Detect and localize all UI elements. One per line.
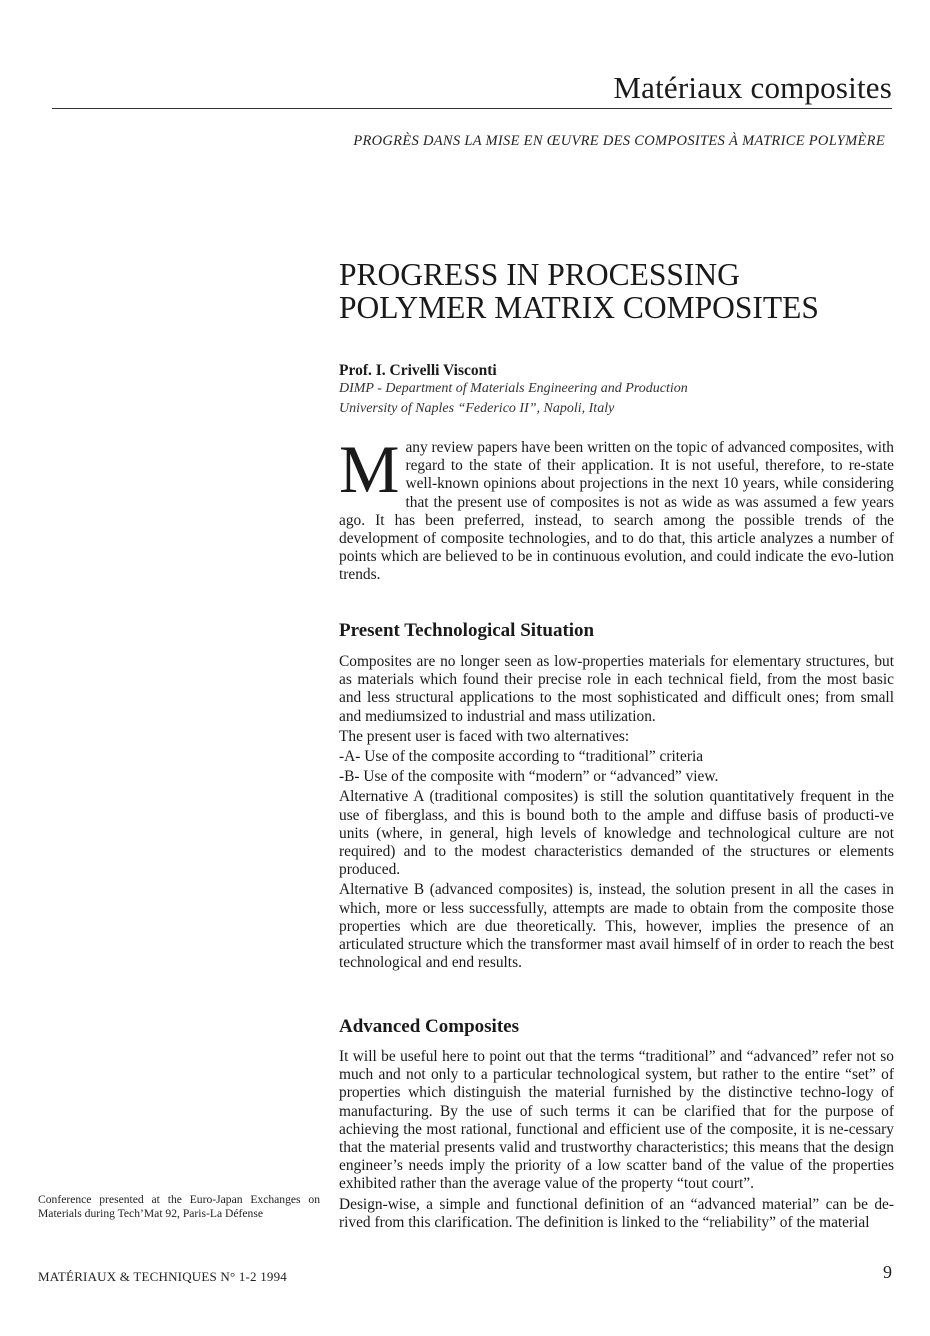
abstract [339,431,894,585]
paragraph: Composites are no longer seen as low-properties materials for elementary structures, but as materials which found their precise role in each technical field, from the most basic and less structural applications to the most sophisticated and difficult ones; from small and mediumsized to industrial and mass utilization. [339,653,894,725]
article-title-line-1: PROGRESS IN PROCESSING [339,257,740,292]
author-affiliation-university: University of Naples “Federico II”, Napoli, Italy [339,401,615,416]
paragraph: Alternative B (advanced composites) is, instead, the solution present in all the cases in which, more or less successfully, attempts are made to obtain from the composite those properties which are due theoretically. This, however, implies the presence of an articulated structure which the transformer mast avail himself of in order to reach the best technological and end results. [339,881,894,972]
paragraph: Design-wise, a simple and functional definition of an “advanced material” can be de-rived from this clarification. The definition is linked to the “reliability” of the material [339,1195,894,1231]
page-number: 9 [883,1262,892,1282]
section-body-advanced-composites [339,1048,894,1234]
author-affiliation-department: DIMP - Department of Materials Engineering and Production [339,381,688,396]
list-item-alternative-b: -B- Use of the composite with “modern” or “advanced” view. [339,768,719,786]
article-title [339,258,899,324]
paragraph: It will be useful here to point out that the terms “traditional” and “advanced” refer not so much and not only to a particular technological system, but rather to the entire “set” of properties which distinguish the material furnished by the distinctive techno-logy of manufacturing. By the use of such terms it can be clarified that for the purpose of achieving the most rational, functional and efficient use of the composite, it is ne-cessary that the material presents valid and trustworthy characteristics; this means that the design engineer’s needs imply the priority of a low scatter band of the value of the properties exhibited rather than the average value of the property “tout court”. [339,1048,894,1193]
french-title: PROGRÈS DANS LA MISE EN ŒUVRE DES COMPOSITES À MATRICE POLYMÈRE [353,133,885,149]
header-rule [52,108,892,109]
journal-footer: MATÉRIAUX & TECHNIQUES N° 1-2 1994 [38,1269,288,1284]
list-item-alternative-a: -A- Use of the composite according to “traditional” criteria [339,748,704,766]
abstract-text: any review papers have been written on the topic of advanced composites, with regard to the state of their application. It is not useful, therefore, to re-state well-known opinions about projections in the next 10 years, while considering that the present use of composites is not as wide as was assumed a few years ago. It has been preferred, instead, to search among the possible trends of the development of composite technologies, and to do that, this article analyzes a number of points which are believed to be in continuous evolution, and could indicate the evo-lution trends. [339,439,894,584]
section-body-present-situation [339,653,894,974]
article-title-line-2: POLYMER MATRIX COMPOSITES [339,290,819,325]
section-heading-advanced-composites: Advanced Composites [339,1016,519,1037]
paragraph: The present user is faced with two alternatives: [339,727,630,745]
drop-cap: M [339,431,400,507]
paragraph: Alternative A (traditional composites) is still the solution quantitatively frequent in the use of fiberglass, and this is bound both to the ample and diffuse basis of producti-ve units (where, in general, high levels of knowledge and technological culture are not required) and to the modest characteristics demanded of the structures or elements produced. [339,788,894,879]
conference-footnote: Conference presented at the Euro-Japan Exchanges on Materials during Tech’Mat 92, Paris-La Défense [38,1193,320,1220]
journal-section-title: Matériaux composites [613,70,892,105]
section-heading-present-situation: Present Technological Situation [339,620,595,641]
author-name: Prof. I. Crivelli Visconti [339,362,497,379]
